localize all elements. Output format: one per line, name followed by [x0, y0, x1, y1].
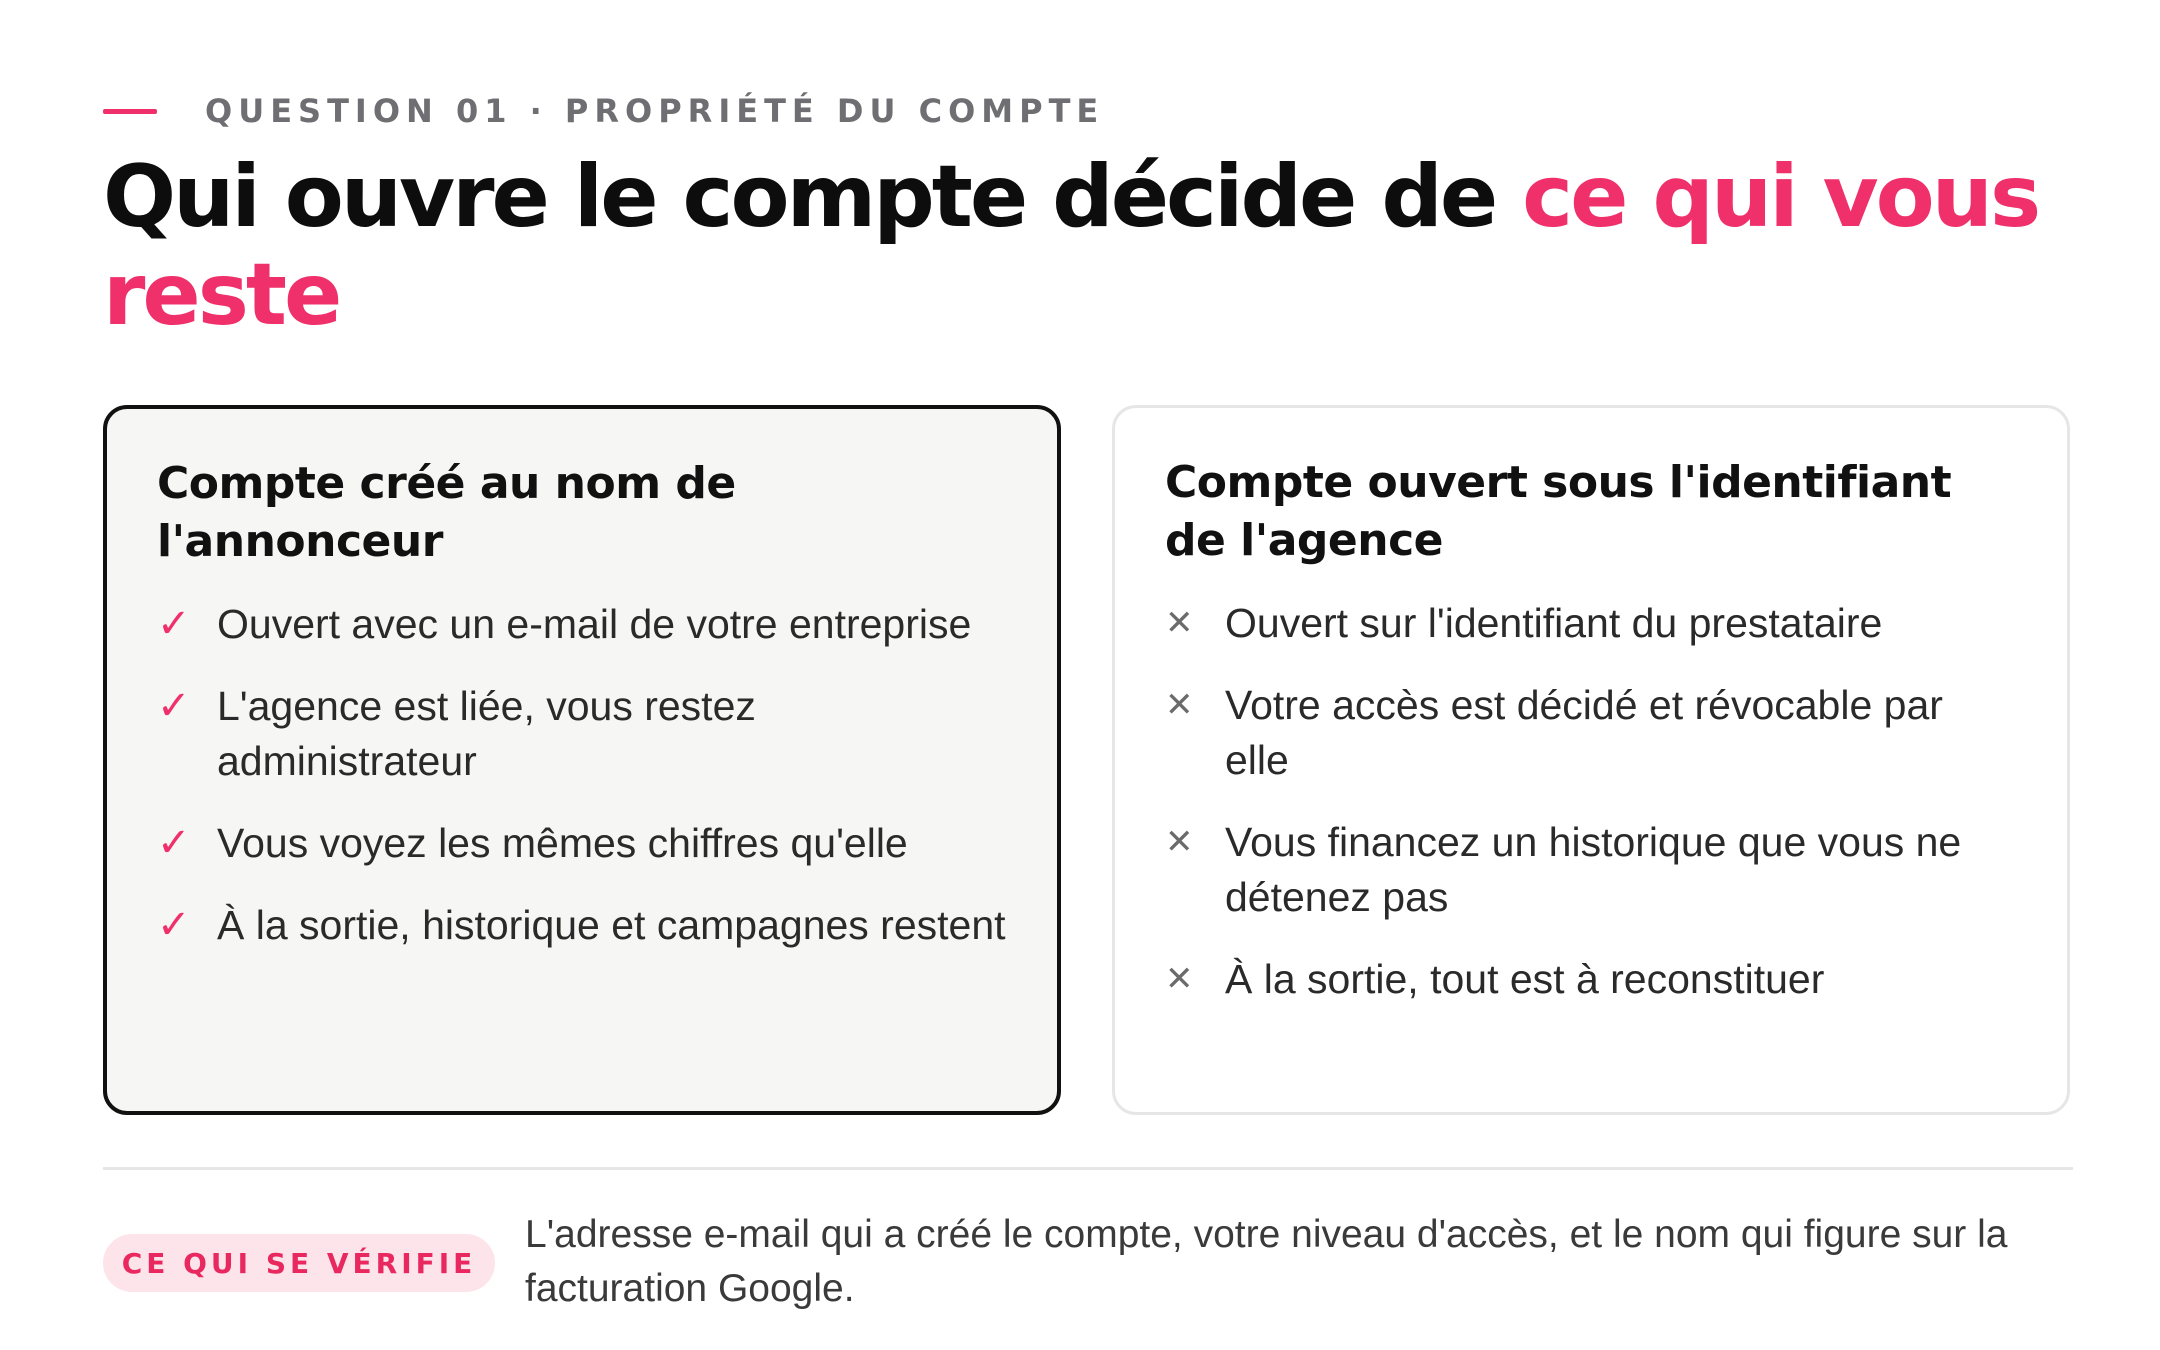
question-eyebrow — [103, 92, 1104, 130]
cross-icon: ✕ — [1165, 959, 1194, 999]
list-item-text: L'agence est liée, vous restez administrateur — [217, 683, 756, 784]
list-item-text: À la sortie, tout est à reconstituer — [1225, 956, 1825, 1002]
page-title-main: Qui ouvre le compte décide de — [103, 147, 1523, 247]
list-item-text: Vous financez un historique que vous ne détenez pas — [1225, 819, 1962, 920]
card-advertiser-account — [103, 405, 1061, 1115]
page-title-accent: ce qui vous reste — [103, 147, 2039, 345]
list-item — [1165, 815, 2017, 925]
list-item-text: À la sortie, historique et campagnes restent — [217, 902, 1006, 948]
eyebrow-label: QUESTION 01 · PROPRIÉTÉ DU COMPTE — [205, 92, 1105, 130]
cross-icon: ✕ — [1165, 603, 1194, 643]
list-item — [157, 679, 1007, 789]
list-item — [1165, 952, 2017, 1007]
list-item — [1165, 678, 2017, 788]
list-item — [157, 816, 1007, 871]
card-agency-account — [1112, 405, 2070, 1115]
list-item — [157, 597, 1007, 652]
check-icon: ✓ — [157, 683, 191, 729]
list-item — [1165, 596, 2017, 651]
list-item — [157, 898, 1007, 953]
page-title — [103, 148, 2093, 344]
list-item-text: Ouvert avec un e-mail de votre entreprise — [217, 601, 972, 647]
list-item-text: Votre accès est décidé et révocable par elle — [1225, 682, 1943, 783]
check-icon: ✓ — [157, 820, 191, 866]
pros-list — [157, 597, 1007, 953]
cross-icon: ✕ — [1165, 685, 1194, 725]
card-title: Compte créé au nom de l'annonceur — [157, 458, 736, 567]
list-item-text: Vous voyez les mêmes chiffres qu'elle — [217, 820, 908, 866]
eyebrow-accent-rule — [103, 109, 157, 114]
check-icon: ✓ — [157, 601, 191, 647]
verify-badge: CE QUI SE VÉRIFIE — [103, 1234, 495, 1292]
cons-list — [1165, 596, 2017, 1007]
card-title: Compte ouvert sous l'identifiant de l'agence — [1165, 457, 1952, 566]
verify-note: L'adresse e-mail qui a créé le compte, votre niveau d'accès, et le nom qui figure sur la facturation Google. — [525, 1213, 2008, 1310]
cross-icon: ✕ — [1165, 822, 1194, 862]
check-icon: ✓ — [157, 902, 191, 948]
section-divider — [103, 1167, 2073, 1170]
list-item-text: Ouvert sur l'identifiant du prestataire — [1225, 600, 1883, 646]
